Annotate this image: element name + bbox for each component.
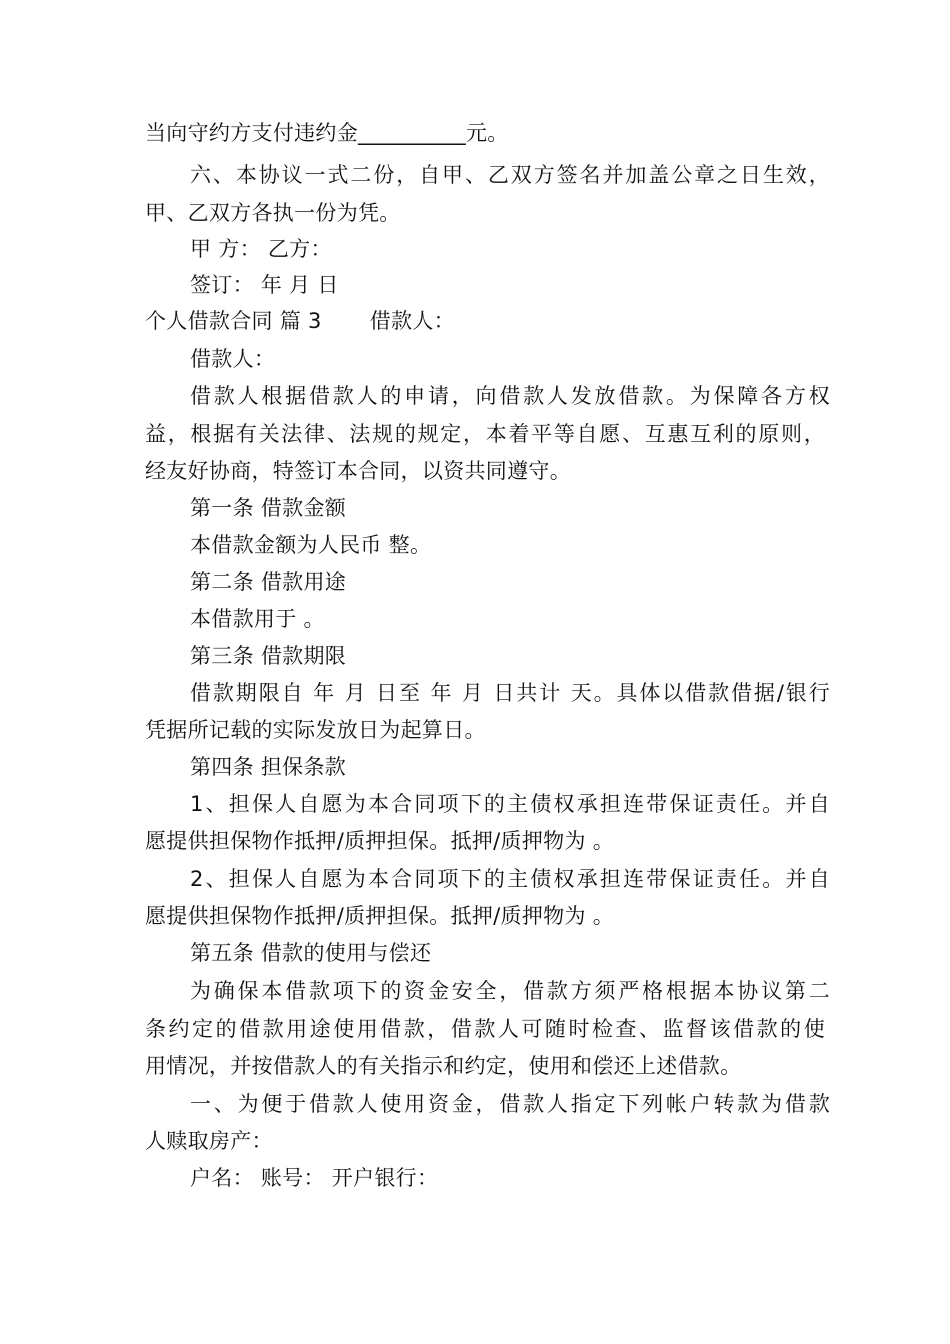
paragraph-line: 借款人：	[190, 347, 276, 371]
paragraph-line: 本借款金额为人民币 整。	[190, 533, 432, 557]
paragraph-line: 一、为便于借款人使用资金，借款人指定下列帐户转款为借款	[190, 1092, 830, 1116]
paragraph-line: 甲、乙双方各执一份为凭。	[145, 201, 401, 225]
borrower-label: 借款人：	[369, 309, 455, 333]
paragraph-line: 条约定的借款用途使用借款，借款人可随时检查、监督该借款的使	[145, 1017, 825, 1041]
contract-title: 个人借款合同 篇 3	[145, 309, 322, 333]
account-info-line: 户名： 账号： 开户银行：	[190, 1166, 439, 1190]
paragraph-line: 为确保本借款项下的资金安全，借款方须严格根据本协议第二	[190, 979, 830, 1003]
paragraph-line: 经友好协商，特签订本合同，以资共同遵守。	[145, 459, 571, 483]
paragraph-line: 凭据所记载的实际发放日为起算日。	[145, 718, 486, 742]
article-heading: 第二条 借款用途	[190, 570, 347, 594]
paragraph-line: 借款期限自 年 月 日至 年 月 日共计 天。具体以借款借据/银行	[190, 681, 830, 705]
paragraph-line: 人赎取房产：	[145, 1129, 273, 1153]
paragraph-line: 2、担保人自愿为本合同项下的主债权承担连带保证责任。并自	[190, 867, 830, 891]
signature-date: 签订： 年 月 日	[190, 273, 339, 297]
paragraph-line: 1、担保人自愿为本合同项下的主债权承担连带保证责任。并自	[190, 792, 830, 816]
paragraph-line: 愿提供担保物作抵押/质押担保。抵押/质押物为 。	[145, 904, 615, 928]
paragraph-line: 愿提供担保物作抵押/质押担保。抵押/质押物为 。	[145, 829, 615, 853]
paragraph-line: 六、本协议一式二份，自甲、乙双方签名并加盖公章之日生效，	[190, 163, 830, 187]
paragraph-line: 本借款用于 。	[190, 607, 325, 631]
paragraph-line: 用情况，并按借款人的有关指示和约定，使用和偿还上述借款。	[145, 1054, 742, 1078]
paragraph-line: 借款人根据借款人的申请，向借款人发放借款。为保障各方权	[190, 384, 830, 408]
article-heading: 第五条 借款的使用与偿还	[190, 941, 432, 965]
paragraph-line: 益，根据有关法律、法规的规定，本着平等自愿、互惠互利的原则，	[145, 422, 825, 446]
article-heading: 第四条 担保条款	[190, 755, 347, 779]
article-heading: 第三条 借款期限	[190, 644, 347, 668]
section-heading	[145, 306, 825, 336]
paragraph-line: 当向守约方支付违约金__________元。	[145, 121, 509, 145]
article-heading: 第一条 借款金额	[190, 496, 347, 520]
signature-parties: 甲 方： 乙方：	[190, 237, 332, 261]
